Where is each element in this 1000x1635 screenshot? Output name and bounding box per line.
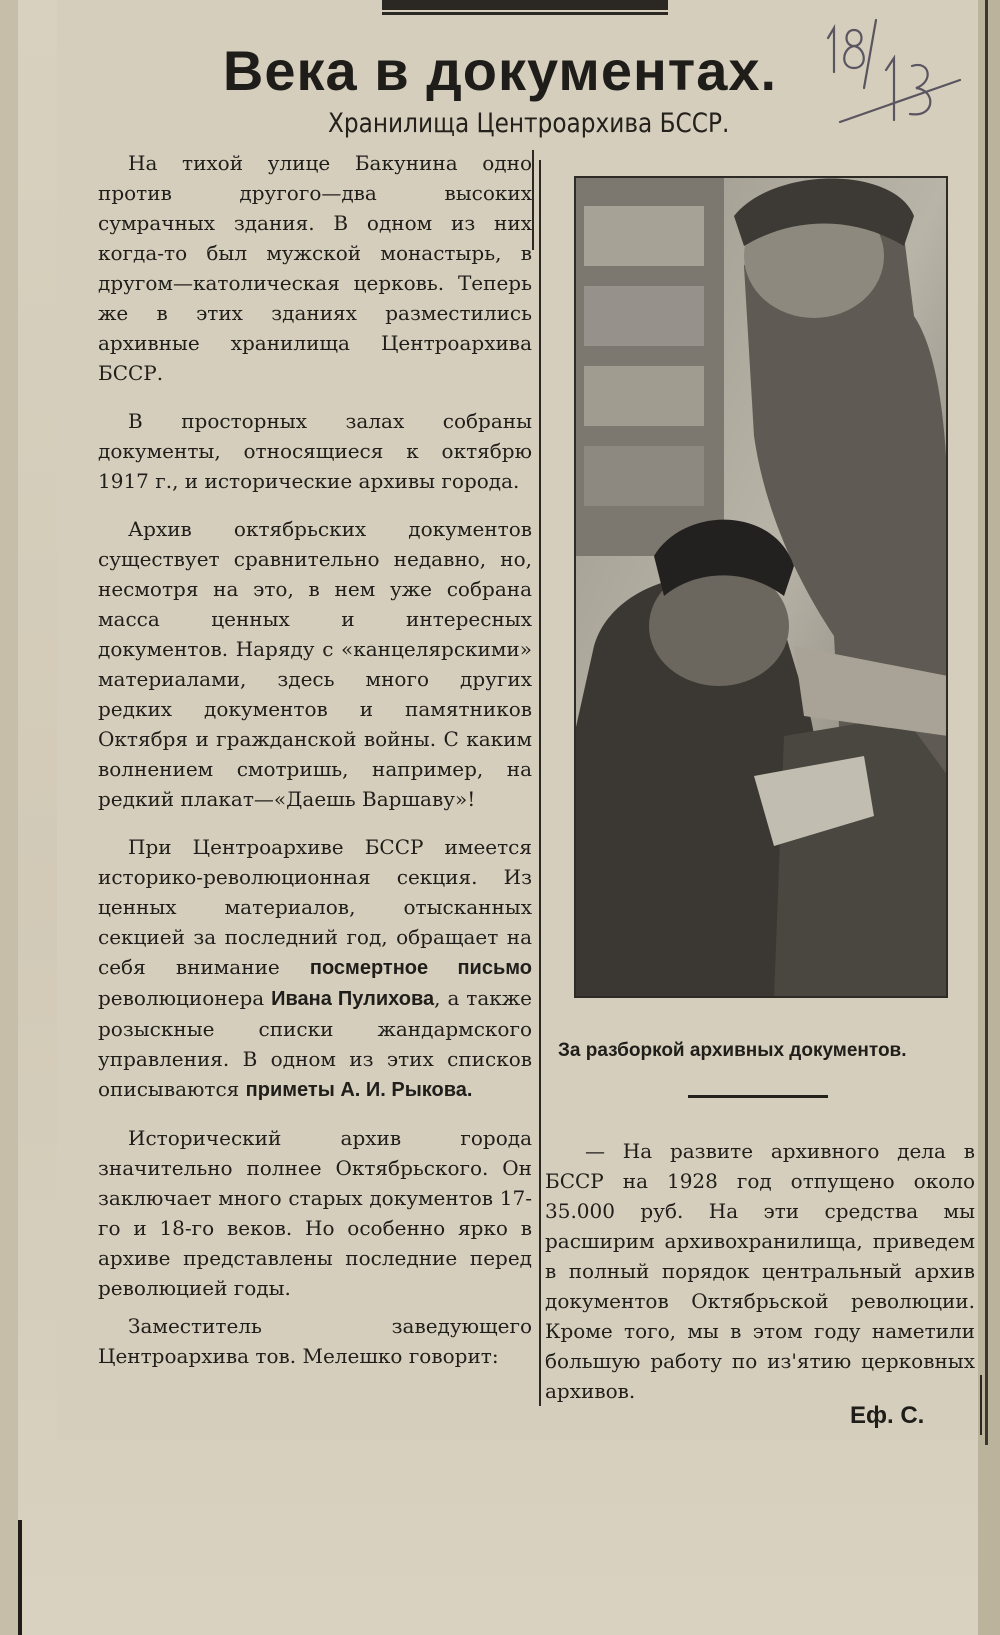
paragraph-4-text-c: революционера bbox=[98, 986, 272, 1010]
paragraph-4-bold-rykov: приметы А. И. Рыкова. bbox=[245, 1079, 473, 1101]
scan-left-margin bbox=[0, 0, 18, 1635]
top-rule-thin bbox=[382, 12, 668, 15]
article-column-right bbox=[545, 1136, 975, 1406]
column-rule-right bbox=[980, 1375, 982, 1435]
paragraph-1: На тихой улице Бакунина одно против другого—два высоких сумрачных здания. В одном из них когда-то был мужской монастырь, в другом—католическая церковь. Теперь же в этих зданиях разместились архивные хранилища Центроархива БССР. bbox=[98, 151, 532, 385]
archive-workers-photo bbox=[574, 176, 948, 998]
quote-paragraph: — На развите архивного дела в БССР на 1928 год отпущено около 35.000 руб. На эти средства мы расширим архивохранилища, приведем в полный порядок центральный архив документов Октябрьской революции. Кроме того, мы в этом году наметили большую работу по из'ятию церковных архивов. bbox=[545, 1139, 975, 1403]
top-rule bbox=[382, 0, 668, 10]
paragraph-4-bold-name: Ивана Пулихова bbox=[271, 988, 435, 1010]
caption-rule bbox=[688, 1095, 828, 1098]
scan-right-line bbox=[985, 0, 988, 1445]
paragraph-5: Исторический архив города значительно полнее Октябрьского. Он заключает много старых документов 17-го и 18-го веков. Но особенно ярко в архиве представлены последние перед революцией годы. bbox=[98, 1126, 532, 1300]
paragraph-6: Заместитель заведующего Центроархива тов. Мелешко говорит: bbox=[98, 1314, 532, 1368]
photo-caption: За разборкой архивных документов. bbox=[558, 1040, 907, 1061]
paragraph-4-bold-letter: посмертное письмо bbox=[309, 957, 532, 979]
paragraph-3: Архив октябрьских документов существует сравнительно недавно, но, несмотря на это, в нем уже собрана масса ценных и интересных документов. Наряду с «канцелярскими» материалами, здесь много других редких документов и памятников Октября и гражданской войны. С каким волнением смотришь, например, на редкий плакат—«Даешь Варшаву»! bbox=[98, 517, 532, 811]
paragraph-2: В просторных залах собраны документы, относящиеся к октябрю 1917 г., и исторические архивы города. bbox=[98, 409, 532, 493]
article-author: Еф. С. bbox=[850, 1402, 925, 1429]
column-rule-middle bbox=[539, 160, 541, 1406]
article-column-left bbox=[98, 148, 532, 1389]
paragraph-4-text-e: , а также розыскные списки жандармского управления. В одном из этих списков описываются bbox=[98, 986, 532, 1101]
article-subtitle: Хранилища Центроархива БССР. bbox=[328, 108, 730, 139]
column-rule-left bbox=[532, 150, 534, 250]
paragraph-4-text-a: При Центроархиве БССР имеется историко-революционная секция. Из ценных материалов, отысканных секцией за последний год, обращает на себя внимание bbox=[98, 835, 532, 979]
handwritten-annotation bbox=[820, 10, 970, 150]
article-title: Века в документах. bbox=[222, 39, 778, 102]
paragraph-4 bbox=[98, 832, 532, 1105]
scan-left-bar bbox=[18, 1520, 22, 1635]
